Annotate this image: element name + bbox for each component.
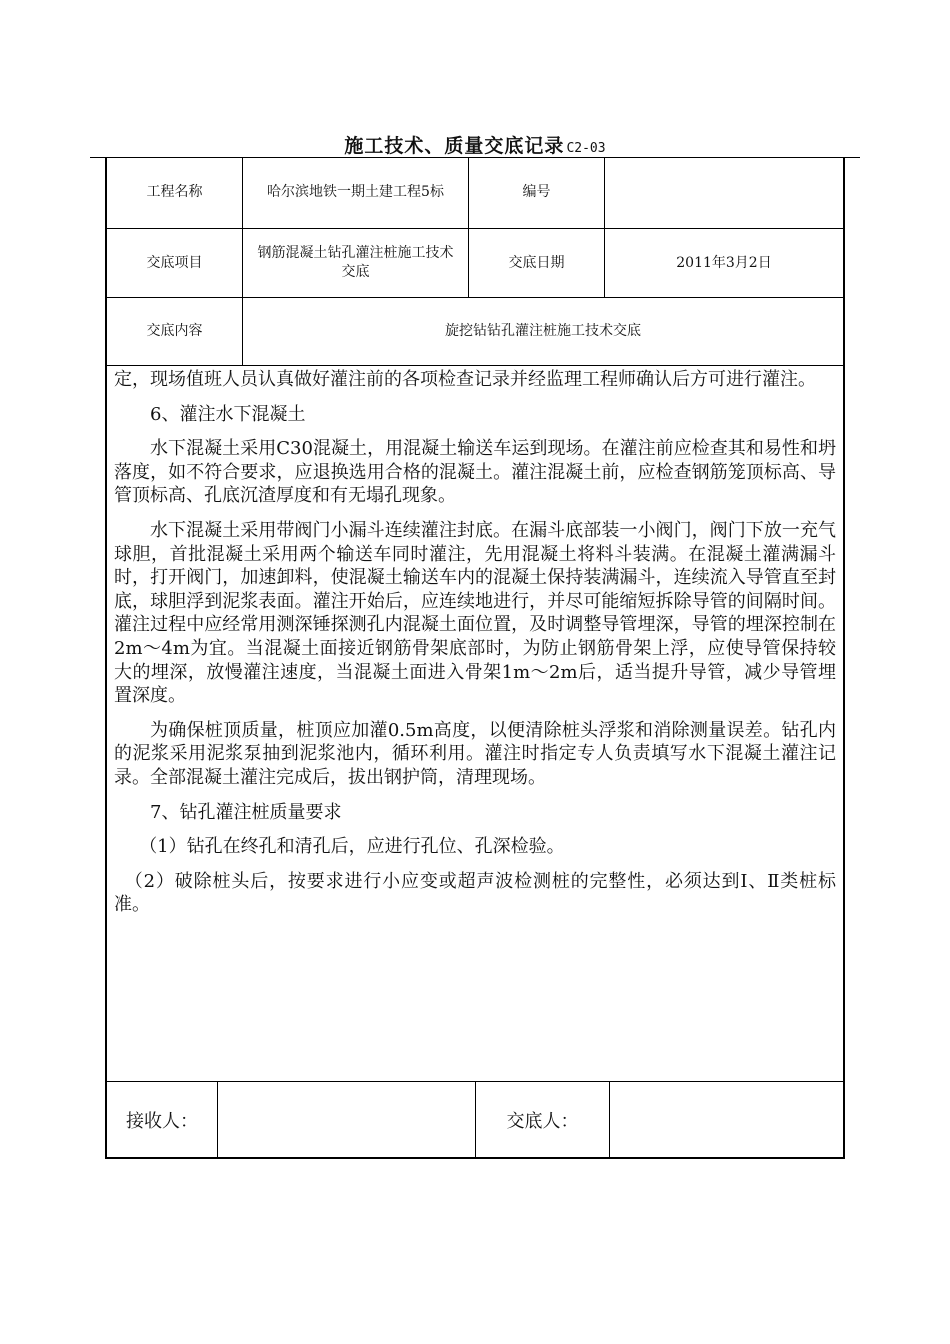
date-label: 交底日期 [508, 254, 565, 271]
requirement-1: （1）钻孔在终孔和清孔后，应进行孔位、孔深检验。 [139, 836, 565, 858]
discloser-signature-field[interactable] [610, 1082, 843, 1157]
discloser-label: 交底人： [506, 1110, 579, 1132]
item-label: 交底项目 [146, 254, 203, 271]
section-heading-7: 7、钻孔灌注桩质量要求 [150, 801, 342, 823]
row-divider-3 [107, 365, 843, 366]
title-text: 施工技术、质量交底记录 [344, 135, 565, 157]
project-name-label: 工程名称 [146, 184, 203, 200]
content-value: 旋挖钻钻孔灌注桩施工技术交底 [445, 323, 641, 339]
project-name-value: 哈尔滨地铁一期土建工程5标 [267, 184, 444, 200]
requirement-2: （2）破除桩头后，按要求进行小应变或超声波检测桩的完整性，必须达到Ⅰ、Ⅱ类桩标准。 [114, 870, 836, 916]
number-value [605, 157, 843, 228]
item-value: 钢筋混凝土钻孔灌注桩施工技术交底 [257, 245, 454, 280]
form-code: C2-03 [566, 141, 606, 156]
paragraph-concrete-check: 水下混凝土采用C30混凝土，用混凝土输送车运到现场。在灌注前应检查其和易性和坍落度，如不符合要求，应退换选用合格的混凝土。灌注混凝土前，应检查钢筋笼顶标高、导管顶标高、孔底沉渣厚度和有无塌孔现象。 [114, 438, 836, 507]
paragraph-continuation: 定，现场值班人员认真做好灌注前的各项检查记录并经监理工程师确认后方可进行灌注。 [114, 369, 816, 390]
date-value: 2011年3月2日 [676, 254, 772, 271]
paragraph-pile-top: 为确保桩顶质量，桩顶应加灌0.5m高度，以便清除桩头浮浆和消除测量误差。钻孔内的泥浆采用泥浆泵抽到泥浆池内，循环利用。灌注时指定专人负责填写水下混凝土灌注记录。全部混凝土灌注完成后，拔出钢护筒，清理现场。 [114, 719, 836, 788]
number-label: 编号 [522, 184, 551, 200]
section-heading-6: 6、灌注水下混凝土 [150, 403, 306, 425]
document-title [0, 131, 950, 158]
receiver-label: 接收人： [126, 1110, 198, 1132]
disclosure-body [114, 368, 836, 917]
receiver-signature-field[interactable] [218, 1082, 475, 1157]
paragraph-pouring-process: 水下混凝土采用带阀门小漏斗连续灌注封底。在漏斗底部装一小阀门，阀门下放一充气球胆，首批混凝土采用两个输送车同时灌注，先用混凝土将料斗装满。在混凝土灌满漏斗时，打开阀门，加速卸料，使混凝土输送车内的混凝土保持装满漏斗，连续流入导管直至封底，球胆浮到泥浆表面。灌注开始后，应连续地进行，并尽可能缩短拆除导管的间隔时间。灌注过程中应经常用测深锤探测孔内混凝土面位置，及时调整导管埋深，导管的埋深控制在2m～4m为宜。当混凝土面接近钢筋骨架底部时，为防止钢筋骨架上浮，应使导管保持较大的埋深，放慢灌注速度，当混凝土面进入骨架1m～2m后，适当提升导管，减少导管埋置深度。 [114, 519, 836, 707]
content-label: 交底内容 [146, 323, 203, 339]
